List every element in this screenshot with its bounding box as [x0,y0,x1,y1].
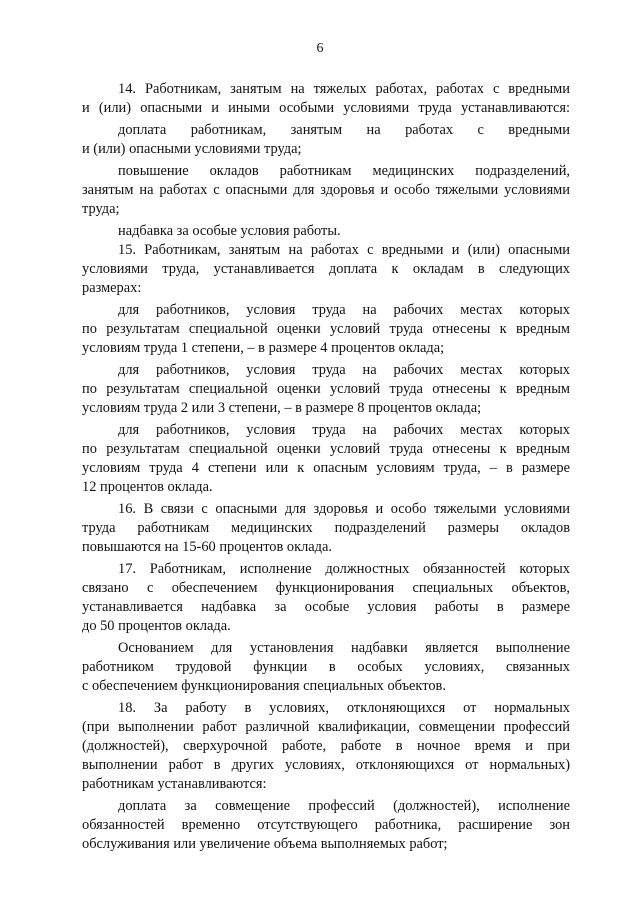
text-line: для работников, условия труда на рабочих местах которых [118,422,570,438]
text-line: 17. Работникам, исполнение должностных обязанностей которых [118,561,570,577]
text-line: 14. Работникам, занятым на тяжелых работах, работах с вредными [118,81,570,97]
text-line: условиями труда, устанавливается доплата к окладам в следующих [82,261,570,277]
page-number: 6 [316,41,324,56]
text-line: работникам устанавливаются: [82,776,267,792]
text-line: (должностей), сверхурочной работе, работе в ночное время и при [82,738,570,754]
text-line: повышаются на 15-60 процентов оклада. [82,539,332,555]
text-line: устанавливается надбавка за особые условия работы в размере [82,599,570,615]
text-line: обслуживания или увеличение объема выполняемых работ; [82,836,448,852]
text-line: условиям труда 4 степени или к опасным условиям труда, – в размере [82,460,570,476]
text-line: и (или) опасными и иными особыми условиями труда устанавливаются: [82,100,570,116]
text-line: до 50 процентов оклада. [82,618,231,634]
text-line: по результатам специальной оценки условий труда отнесены к вредным [82,381,570,397]
text-line: условиям труда 2 или 3 степени, – в размере 8 процентов оклада; [82,400,482,416]
text-line: по результатам специальной оценки условий труда отнесены к вредным [82,441,570,457]
text-line: связано с обеспечением функционирования специальных объектов, [82,580,570,596]
text-line: условиям труда 1 степени, – в размере 4 процентов оклада; [82,340,445,356]
text-line: для работников, условия труда на рабочих местах которых [118,302,570,318]
text-line: доплата работникам, занятым на работах с вредными [118,122,570,138]
text-line: 18. За работу в условиях, отклоняющихся от нормальных [118,700,570,716]
text-line: с обеспечением функционирования специальных объектов. [82,678,446,694]
text-line: размерах: [82,280,142,296]
text-line: обязанностей временно отсутствующего работника, расширение зон [82,817,570,833]
text-line: работником трудовой функции в особых условиях, связанных [82,659,570,675]
text-line: повышение окладов работникам медицинских подразделений, [118,163,570,179]
text-line: доплата за совмещение профессий (должностей), исполнение [118,798,570,814]
text-line: труда работникам медицинских подразделений размеры окладов [82,520,570,536]
text-line: 15. Работникам, занятым на работах с вредными и (или) опасными [118,242,570,258]
text-line: Основанием для установления надбавки является выполнение [118,640,570,656]
text-line: 12 процентов оклада. [82,479,213,495]
text-line: и (или) опасными условиями труда; [82,141,302,157]
text-line: для работников, условия труда на рабочих местах которых [118,362,570,378]
text-line: по результатам специальной оценки условий труда отнесены к вредным [82,321,570,337]
text-line: выполнении работ в других условиях, отклоняющихся от нормальных) [82,757,570,773]
text-line: (при выполнении работ различной квалификации, совмещении профессий [82,719,570,735]
text-line: надбавка за особые условия работы. [118,223,341,239]
text-line: труда; [82,201,120,217]
text-line: 16. В связи с опасными для здоровья и особо тяжелыми условиями [118,501,570,517]
text-line: занятым на работах с опасными для здоровья и особо тяжелыми условиями [82,182,570,198]
